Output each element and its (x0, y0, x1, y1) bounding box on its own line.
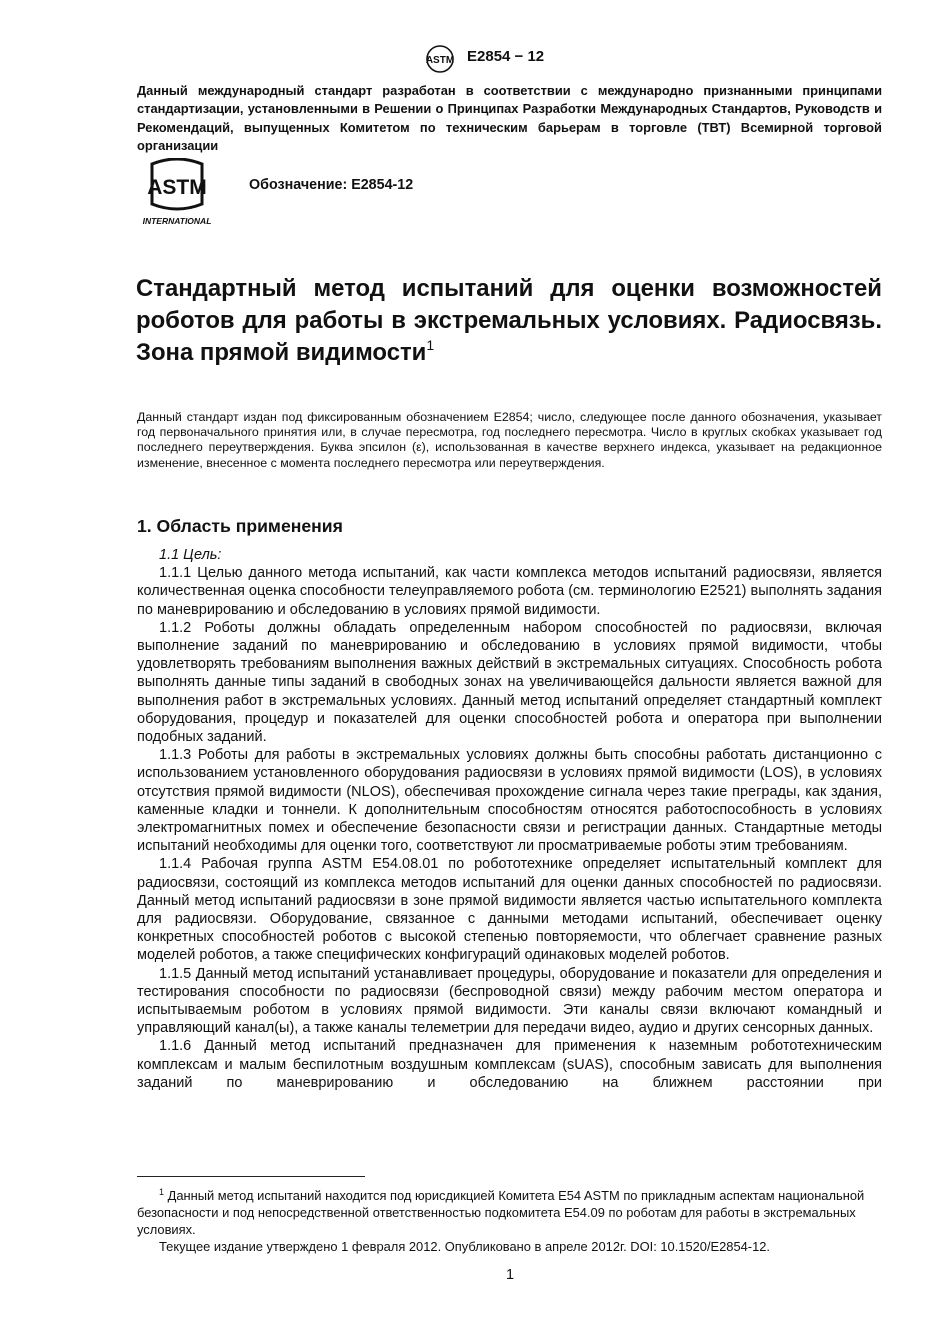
astm-international-logo-icon (136, 158, 218, 228)
intro-statement: Данный международный стандарт разработан в соответствии с международно признанными принципами стандартизации, установленными в Решении о Принципах Разработки Международных Стандартов, Руководств и Рекомендаций, выпущенных Комитетом по техническим барьерам в торговле (ТВТ) Всемирной торговой организации (137, 83, 882, 153)
title-footnote-mark: 1 (426, 337, 435, 353)
section-heading: 1. Область применения (137, 516, 343, 536)
paragraph-1-1-6: 1.1.6 Данный метод испытаний предназначен для применения к наземным робототехническим комплексам и малым беспилотным воздушным комплексам (sUAS), способным зависать для выполнения заданий по маневрированию и обследованию на ближнем расстоянии при (137, 1038, 882, 1091)
footnote (137, 1187, 882, 1255)
footnote-text: Данный метод испытаний находится под юрисдикцией Комитета E54 ASTM по прикладным аспектам национальной безопасности и под непосредственной ответственностью подкомитета E54.09 по роботам для работы в экстремальных условиях. (137, 1188, 865, 1237)
page-number: 1 (505, 1267, 515, 1283)
footnote-divider (137, 1176, 365, 1177)
astm-small-logo-icon (425, 44, 455, 74)
designation: Обозначение: E2854-12 (249, 177, 414, 193)
title-text: Стандартный метод испытаний для оценки возможностей роботов для работы в экстремальных условиях. Радиосвязь. Зона прямой видимости (136, 275, 882, 366)
standard-code: E2854 − 12 (467, 48, 545, 65)
paragraph-1-1-2: 1.1.2 Роботы должны обладать определенным набором способностей по радиосвязи, включая выполнение заданий по маневрированию и обследованию в условиях прямой видимости, чтобы удовлетворять требованиям выполнения важных действий в экстремальных ситуациях. Способность робота выполнять данные типы заданий в свободных зонах на увеличивающейся дальности является важной для выполнения работ в экстремальных условиях. Данный метод испытаний определяет стандартный комплект оборудования, процедур и показателей для оценки способностей робота и оператора при выполнении подобных заданий. (137, 619, 882, 746)
paragraph-1-1-1: 1.1.1 Целью данного метода испытаний, как части комплекса методов испытаний радиосвязи, является количественная оценка способности телеуправляемого робота (см. терминологию E2521) выполнять задания по маневрированию и обследованию в условиях прямой видимости. (137, 565, 882, 618)
svg-text:ASTM: ASTM (425, 55, 455, 66)
paragraph-1-1-4: 1.1.4 Рабочая группа ASTM E54.08.01 по робототехнике определяет испытательный комплект для радиосвязи, состоящий из комплекса методов испытаний для оценки данных способностей по радиосвязи. Данный метод испытаний радиосвязи в зоне прямой видимости является частью испытательного комплекта для радиосвязи. Оборудование, связанное с данными методами испытаний, обеспечивает оценку конкретных способностей роботов с высокой степенью повторяемости, что облегчает сравнение разных моделей роботов, а также специфических конфигураций одинаковых моделей роботов. (137, 856, 882, 964)
edition-note: Текущее издание утверждено 1 февраля 2012. Опубликовано в апреле 2012г. DOI: 10.1520/E2854-12. (159, 1239, 771, 1254)
paragraph-1-1-3: 1.1.3 Роботы для работы в экстремальных условиях должны быть способны работать дистанционно с использованием установленного оборудования радиосвязи в условиях прямой видимости (LOS), в условиях отсутствия прямой видимости (NLOS), обеспечивая прохождение сигнала через такие преграды, как здания, каменные кладки и тоннели. К дополнительным способностям относятся работоспособность в условиях электромагнитных помех и обеспечение безопасности связи и регистрации данных. Стандартные методы испытаний необходимы для оценки того, соответствуют ли просматриваемые роботы этим требованиям. (137, 747, 882, 855)
section-body (137, 546, 882, 1092)
svg-text:ASTM: ASTM (147, 176, 207, 199)
footnote-mark: 1 (159, 1187, 165, 1197)
subsection-heading: 1.1 Цель: (159, 547, 222, 563)
preamble: Данный стандарт издан под фиксированным обозначением E2854; число, следующее после данного обозначения, указывает год первоначального принятия или, в случае пересмотра, год последнего пересмотра. Число в круглых скобках указывает год последнего переутверждения. Буква эпсилон (ε), использованная в качестве верхнего индекса, указывает на редакционное изменение, внесенное с момента последнего пересмотра или переутверждения. (137, 410, 882, 470)
footnote-1 (137, 1187, 882, 1238)
document-title (136, 273, 882, 369)
paragraph-1-1-5: 1.1.5 Данный метод испытаний устанавливает процедуры, оборудование и показатели для определения и тестирования способности по радиосвязи (беспроводной связи) между рабочим местом оператора и испытываемым роботом в условиях прямой видимости. Эти каналы связи включают командный и управляющий канал(ы), а также каналы телеметрии для передачи видео, аудио и других сенсорных данных. (137, 965, 882, 1037)
svg-text:INTERNATIONAL: INTERNATIONAL (142, 216, 212, 226)
